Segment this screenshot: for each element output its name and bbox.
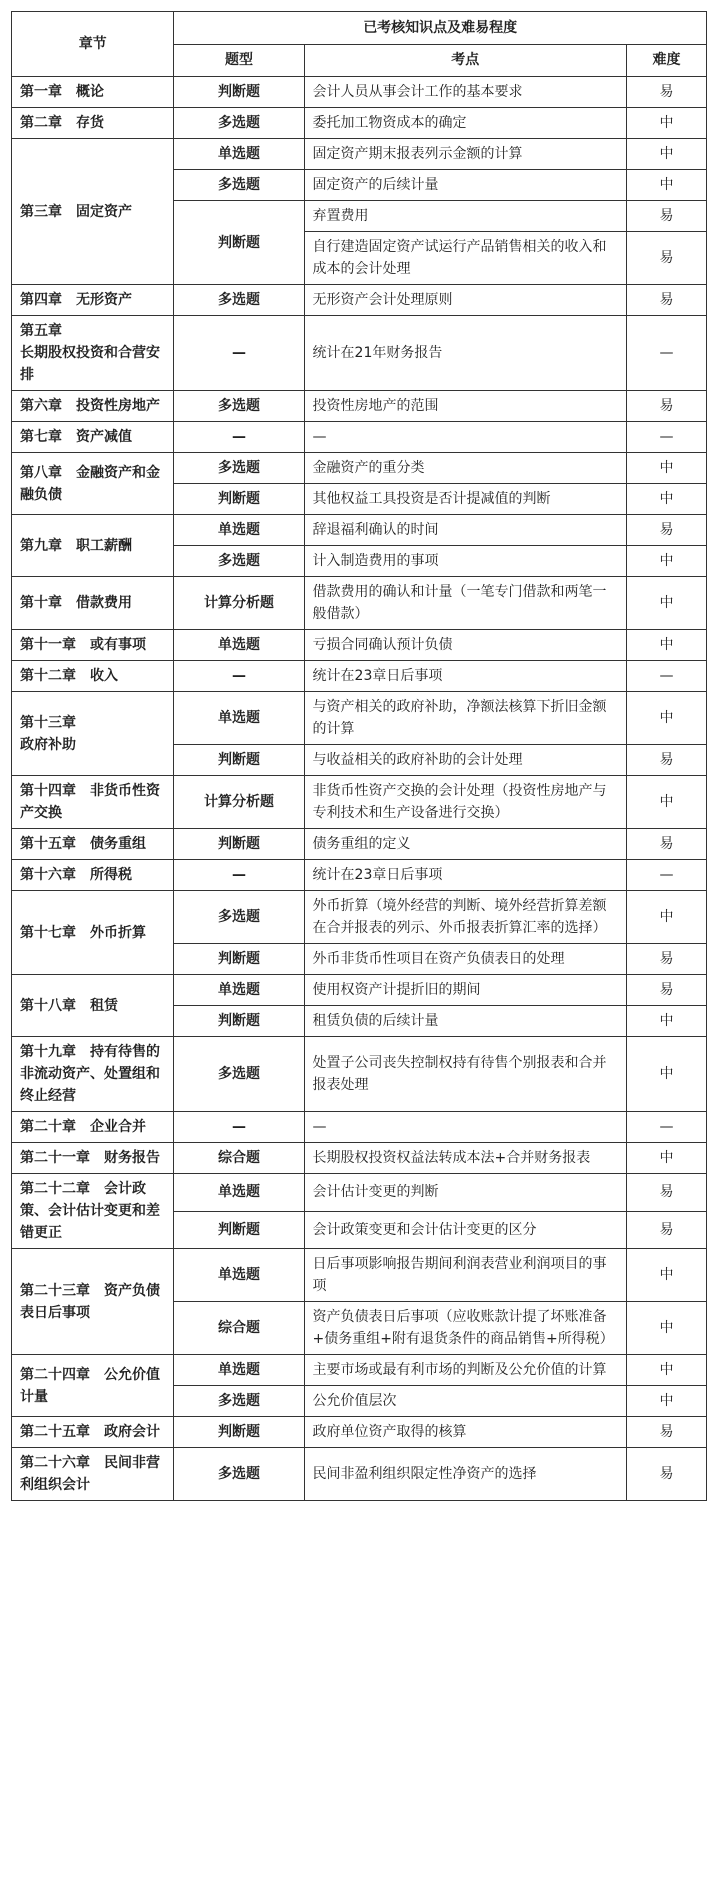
table-row [12,860,707,891]
exam-point-cell: 使用权资产计提折旧的期间 [304,975,626,1006]
chapter-cell: 第十一章 或有事项 [12,630,174,661]
question-type-cell: 判断题 [174,745,304,776]
exam-point-cell: 公允价值层次 [304,1386,626,1417]
exam-point-cell: 资产负债表日后事项（应收账款计提了坏账准备+债务重组+附有退货条件的商品销售+所得税） [304,1302,626,1355]
chapter-cell: 第八章 金融资产和金融负债 [12,453,174,515]
question-type-cell: 判断题 [174,484,304,515]
question-type-cell: 多选题 [174,108,304,139]
header-chapter: 章节 [12,12,174,77]
exam-point-cell: — [304,422,626,453]
question-type-cell: 多选题 [174,891,304,944]
table-row [12,422,707,453]
table-row [12,975,707,1006]
question-type-cell: 判断题 [174,1417,304,1448]
question-type-cell: 单选题 [174,139,304,170]
difficulty-cell: 中 [626,891,706,944]
chapter-cell: 第九章 职工薪酬 [12,515,174,577]
chapter-cell: 第二十一章 财务报告 [12,1143,174,1174]
table-row [12,108,707,139]
table-row [12,453,707,484]
chapter-cell: 第十章 借款费用 [12,577,174,630]
exam-point-cell: 政府单位资产取得的核算 [304,1417,626,1448]
difficulty-cell: 中 [626,484,706,515]
difficulty-cell: — [626,1112,706,1143]
table-row [12,577,707,630]
difficulty-cell: 中 [626,1143,706,1174]
difficulty-cell: 易 [626,1211,706,1249]
chapter-cell: 第二十二章 会计政策、会计估计变更和差错更正 [12,1174,174,1249]
exam-point-cell: 金融资产的重分类 [304,453,626,484]
difficulty-cell: 中 [626,139,706,170]
table-row [12,316,707,391]
table-row [12,139,707,170]
exam-point-cell: — [304,1112,626,1143]
header-row-1 [12,12,707,45]
exam-point-cell: 非货币性资产交换的会计处理（投资性房地产与专利技术和生产设备进行交换） [304,776,626,829]
exam-point-cell: 辞退福利确认的时间 [304,515,626,546]
question-type-cell: 多选题 [174,453,304,484]
exam-point-cell: 其他权益工具投资是否计提减值的判断 [304,484,626,515]
exam-point-cell: 亏损合同确认预计负债 [304,630,626,661]
question-type-cell: 多选题 [174,1448,304,1501]
question-type-cell: 多选题 [174,1037,304,1112]
difficulty-cell: 中 [626,1355,706,1386]
question-type-cell: 判断题 [174,944,304,975]
difficulty-cell: 中 [626,577,706,630]
exam-point-cell: 与资产相关的政府补助，净额法核算下折旧金额的计算 [304,692,626,745]
chapter-cell: 第五章 长期股权投资和合营安排 [12,316,174,391]
table-row [12,1037,707,1112]
header-type: 题型 [174,44,304,77]
difficulty-cell: 易 [626,944,706,975]
question-type-cell: 单选题 [174,692,304,745]
exam-point-cell: 与收益相关的政府补助的会计处理 [304,745,626,776]
table-row [12,1249,707,1302]
table-row [12,661,707,692]
question-type-cell: 判断题 [174,1211,304,1249]
table-row [12,77,707,108]
difficulty-cell: 中 [626,546,706,577]
chapter-cell: 第六章 投资性房地产 [12,391,174,422]
chapter-cell: 第二章 存货 [12,108,174,139]
chapter-cell: 第二十六章 民间非营利组织会计 [12,1448,174,1501]
question-type-cell: 单选题 [174,975,304,1006]
exam-point-cell: 外币折算（境外经营的判断、境外经营折算差额在合并报表的列示、外币报表折算汇率的选择） [304,891,626,944]
chapter-cell: 第十五章 债务重组 [12,829,174,860]
exam-point-cell: 固定资产期末报表列示金额的计算 [304,139,626,170]
exam-point-cell: 债务重组的定义 [304,829,626,860]
exam-point-cell: 会计估计变更的判断 [304,1174,626,1212]
question-type-cell: 多选题 [174,1386,304,1417]
difficulty-cell: 中 [626,776,706,829]
question-type-cell: — [174,316,304,391]
exam-point-cell: 统计在21年财务报告 [304,316,626,391]
difficulty-cell: 中 [626,630,706,661]
table-row [12,1417,707,1448]
chapter-cell: 第十七章 外币折算 [12,891,174,975]
difficulty-cell: 易 [626,285,706,316]
difficulty-cell: 易 [626,515,706,546]
table-row [12,1143,707,1174]
exam-point-cell: 弃置费用 [304,201,626,232]
exam-point-cell: 民间非盈利组织限定性净资产的选择 [304,1448,626,1501]
header-difficulty: 难度 [626,44,706,77]
question-type-cell: 综合题 [174,1302,304,1355]
question-type-cell: 计算分析题 [174,776,304,829]
difficulty-cell: 易 [626,1417,706,1448]
question-type-cell: — [174,860,304,891]
chapter-cell: 第二十五章 政府会计 [12,1417,174,1448]
question-type-cell: 多选题 [174,546,304,577]
question-type-cell: 判断题 [174,77,304,108]
difficulty-cell: 中 [626,1302,706,1355]
difficulty-cell: — [626,860,706,891]
question-type-cell: 判断题 [174,829,304,860]
chapter-cell: 第十三章 政府补助 [12,692,174,776]
table-row [12,1112,707,1143]
table-row [12,891,707,944]
difficulty-cell: 中 [626,170,706,201]
difficulty-cell: 中 [626,1037,706,1112]
chapter-cell: 第二十章 企业合并 [12,1112,174,1143]
question-type-cell: 单选题 [174,1249,304,1302]
exam-point-cell: 统计在23章日后事项 [304,661,626,692]
difficulty-cell: — [626,422,706,453]
table-row [12,1355,707,1386]
exam-table-container [11,11,707,1501]
knowledge-point-table [11,11,707,1501]
exam-point-cell: 无形资产会计处理原则 [304,285,626,316]
exam-point-cell: 会计政策变更和会计估计变更的区分 [304,1211,626,1249]
exam-point-cell: 固定资产的后续计量 [304,170,626,201]
difficulty-cell: 中 [626,453,706,484]
exam-point-cell: 投资性房地产的范围 [304,391,626,422]
exam-point-cell: 会计人员从事会计工作的基本要求 [304,77,626,108]
difficulty-cell: 易 [626,829,706,860]
difficulty-cell: 中 [626,1386,706,1417]
difficulty-cell: 易 [626,1174,706,1212]
exam-point-cell: 外币非货币性项目在资产负债表日的处理 [304,944,626,975]
header-group: 已考核知识点及难易程度 [174,12,707,45]
exam-point-cell: 自行建造固定资产试运行产品销售相关的收入和成本的会计处理 [304,232,626,285]
question-type-cell: 单选题 [174,630,304,661]
question-type-cell: — [174,661,304,692]
table-row [12,829,707,860]
table-row [12,692,707,745]
difficulty-cell: 易 [626,77,706,108]
difficulty-cell: 中 [626,1006,706,1037]
exam-point-cell: 计入制造费用的事项 [304,546,626,577]
chapter-cell: 第三章 固定资产 [12,139,174,285]
difficulty-cell: 易 [626,232,706,285]
difficulty-cell: — [626,316,706,391]
table-row [12,285,707,316]
chapter-cell: 第十九章 持有待售的非流动资产、处置组和终止经营 [12,1037,174,1112]
exam-point-cell: 处置子公司丧失控制权持有待售个别报表和合并报表处理 [304,1037,626,1112]
chapter-cell: 第四章 无形资产 [12,285,174,316]
exam-point-cell: 借款费用的确认和计量（一笔专门借款和两笔一般借款） [304,577,626,630]
table-row [12,515,707,546]
table-row [12,1174,707,1212]
question-type-cell: 判断题 [174,1006,304,1037]
question-type-cell: — [174,1112,304,1143]
chapter-cell: 第十六章 所得税 [12,860,174,891]
difficulty-cell: 易 [626,975,706,1006]
question-type-cell: 单选题 [174,1174,304,1212]
table-row [12,776,707,829]
question-type-cell: 综合题 [174,1143,304,1174]
exam-point-cell: 统计在23章日后事项 [304,860,626,891]
question-type-cell: 单选题 [174,515,304,546]
exam-point-cell: 主要市场或最有利市场的判断及公允价值的计算 [304,1355,626,1386]
difficulty-cell: 中 [626,108,706,139]
exam-point-cell: 委托加工物资成本的确定 [304,108,626,139]
exam-point-cell: 日后事项影响报告期间利润表营业利润项目的事项 [304,1249,626,1302]
chapter-cell: 第七章 资产减值 [12,422,174,453]
question-type-cell: 多选题 [174,170,304,201]
chapter-cell: 第十八章 租赁 [12,975,174,1037]
exam-point-cell: 长期股权投资权益法转成本法+合并财务报表 [304,1143,626,1174]
question-type-cell: 多选题 [174,285,304,316]
question-type-cell: 判断题 [174,201,304,285]
chapter-cell: 第十四章 非货币性资产交换 [12,776,174,829]
difficulty-cell: 中 [626,692,706,745]
question-type-cell: — [174,422,304,453]
question-type-cell: 多选题 [174,391,304,422]
table-row [12,1448,707,1501]
table-row [12,630,707,661]
difficulty-cell: 易 [626,1448,706,1501]
header-point: 考点 [304,44,626,77]
question-type-cell: 单选题 [174,1355,304,1386]
difficulty-cell: 易 [626,745,706,776]
difficulty-cell: 中 [626,1249,706,1302]
difficulty-cell: 易 [626,391,706,422]
question-type-cell: 计算分析题 [174,577,304,630]
table-row [12,391,707,422]
table-body [12,77,707,1501]
exam-point-cell: 租赁负债的后续计量 [304,1006,626,1037]
chapter-cell: 第二十四章 公允价值计量 [12,1355,174,1417]
chapter-cell: 第二十三章 资产负债表日后事项 [12,1249,174,1355]
difficulty-cell: — [626,661,706,692]
chapter-cell: 第一章 概论 [12,77,174,108]
difficulty-cell: 易 [626,201,706,232]
chapter-cell: 第十二章 收入 [12,661,174,692]
